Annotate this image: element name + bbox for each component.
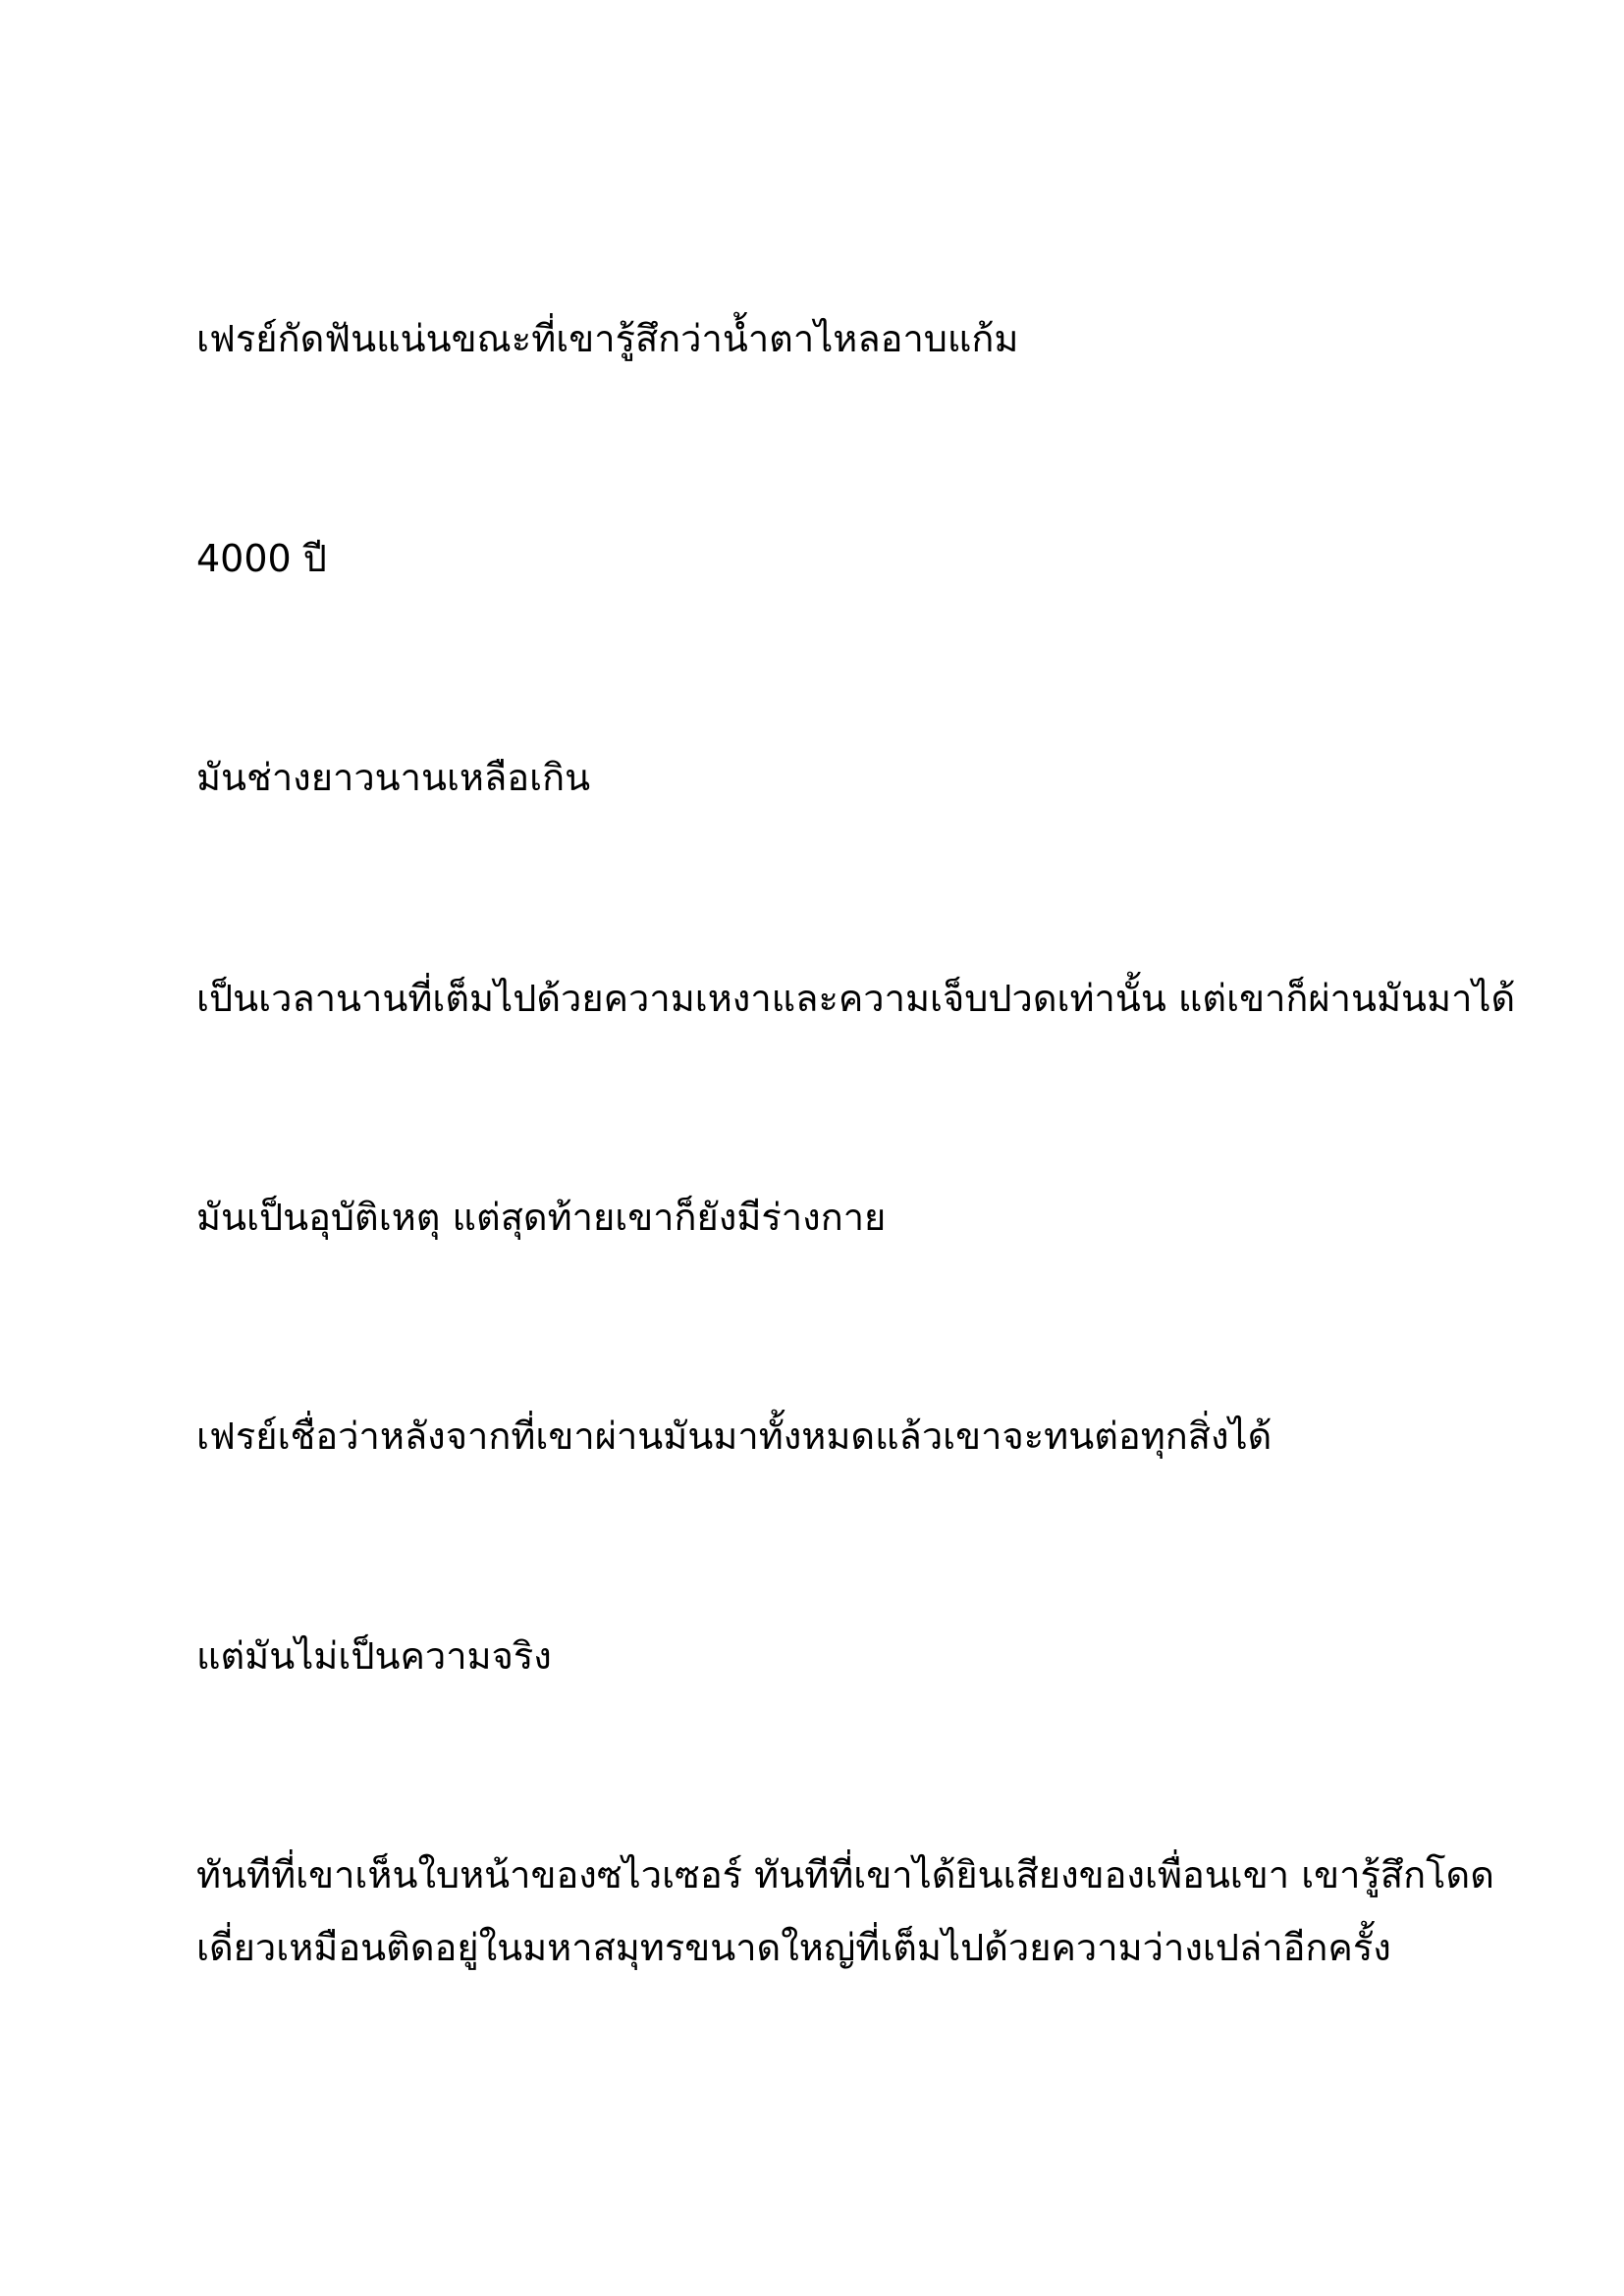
paragraph-text: 4000 ปี — [196, 537, 327, 580]
paragraph — [196, 741, 1473, 814]
paragraph — [196, 962, 1516, 1035]
paragraph-line-2: เดี่ยวเหมือนติดอยู่ในมหาสมุทรขนาดใหญ่ที่เต็มไปด้วยความว่างเปล่าอีกครั้ง — [196, 1926, 1391, 1969]
paragraph — [196, 1839, 1494, 1984]
paragraph-text: มันช่างยาวนานเหลือเกิน — [196, 756, 591, 799]
paragraph-line-1: ทันทีที่เขาเห็นใบหน้าของซไวเซอร์ ทันทีที่เขาได้ยินเสียงของเพื่อนเขา เขารู้สึกโดด — [196, 1853, 1494, 1896]
paragraph — [196, 1400, 1473, 1472]
paragraph — [196, 1181, 1473, 1254]
paragraph-text: เฟรย์กัดฟันแน่นขณะที่เขารู้สึกว่าน้ำตาไหลอาบแก้ม — [196, 317, 1019, 360]
paragraph — [196, 522, 1473, 595]
paragraph-text: เป็นเวลานานที่เต็มไปด้วยความเหงาและความเจ็บปวดเท่านั้น แต่เขาก็ผ่านมันมาได้ — [196, 977, 1516, 1020]
paragraph — [196, 1620, 1473, 1692]
paragraph-text: แต่มันไม่เป็นความจริง — [196, 1634, 552, 1678]
paragraph-text: เฟรย์เชื่อว่าหลังจากที่เขาผ่านมันมาทั้งหมดแล้วเขาจะทนต่อทุกสิ่งได้ — [196, 1415, 1272, 1458]
paragraph-text: มันเป็นอุบัติเหตุ แต่สุดท้ายเขาก็ยังมีร่างกาย — [196, 1196, 887, 1239]
paragraph — [196, 302, 1473, 375]
